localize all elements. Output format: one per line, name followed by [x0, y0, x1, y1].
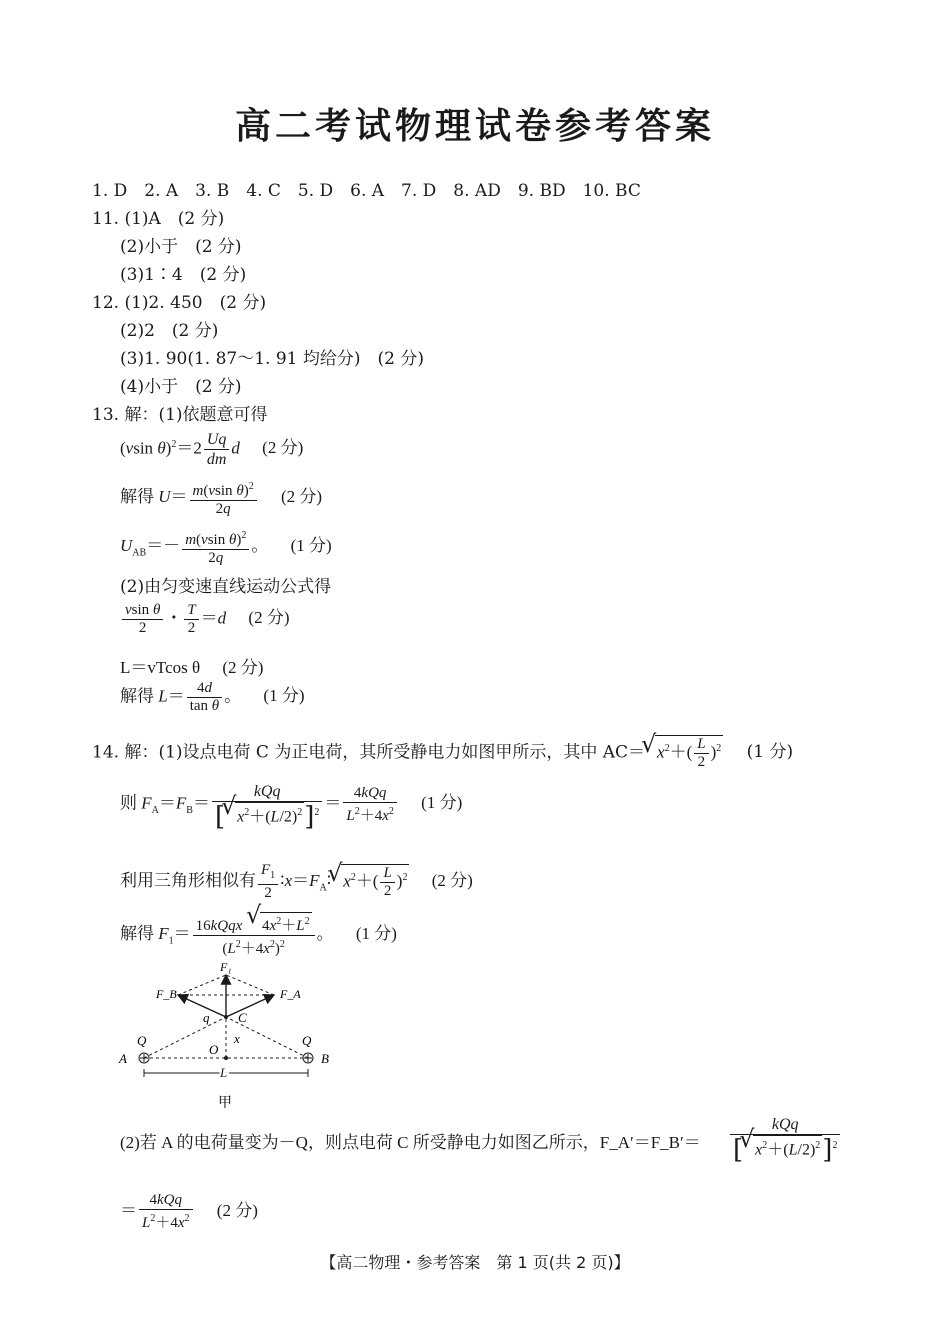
label-o: O [209, 1042, 219, 1057]
solve-label: 解得 [120, 923, 154, 943]
similar-triangles-label: 利用三角形相似有 [120, 870, 256, 890]
figure-caption: 甲 [218, 1096, 232, 1111]
q14-part2-result: ＝ $\frac{\text{4kQq}}{L^2+4x^2}$ (2 分) [120, 1192, 258, 1231]
label-qb: Q [302, 1033, 312, 1048]
q14-head-score: (1 分) [746, 742, 794, 763]
q14-equation-1: 则 $F_A=F_B=$ $\frac{\text{kQq}}{[√ x^2+(L/2)^2]^2}$ ＝ $\frac{\text{4kQq}}{L^2+4x^2}$ (1 分) [120, 782, 462, 827]
label-qa: Q [137, 1033, 147, 1048]
q13-head: 13. 解：(1)依题意可得 [92, 405, 268, 425]
q12-part1: 12. (1)2. 450 (2 分) [92, 293, 267, 313]
arrow-fb [178, 995, 226, 1017]
q11-part2: (2)小于 (2 分) [120, 237, 242, 257]
q14-equation-2: 利用三角形相似有 $\frac{F_1}{2}$ $∶x=F_A∶√$ $x^2+$( $\frac{L}{2}$ )$^2$ (2 分) [120, 862, 473, 902]
q14-part2-fraction: $\frac{\text{kQq}}{[√ x^2+(L/2)^2]^2}$ [728, 1115, 842, 1160]
q12-part4: (4)小于 (2 分) [120, 377, 242, 397]
label-x: x [234, 1031, 240, 1046]
line-fb-f1 [178, 975, 226, 995]
q13-equation-5 [120, 653, 263, 678]
q13-equation-6: 解得 L＝ $\frac{4d}{\text{tan θ}}$ 。 (1 分) [120, 680, 305, 714]
q13-equation-3: $U_{AB}=-$ $\frac{m(vsin \theta)^2}{2q}$ 。 (1 分) [120, 527, 332, 567]
q13-equation-4: $\frac{\text{vsin θ}}{2}$ ・ $\frac{T}{2}$ ＝d (2 分) [120, 602, 289, 637]
q14-head-text: 14. 解：(1)设点电荷 C 为正电荷，其所受静电力如图甲所示，其中 AC＝ [92, 742, 646, 763]
solve-label: 解得 [120, 686, 154, 706]
q13-eq3-score: (1 分) [290, 535, 332, 555]
page-title: 高二考试物理试卷参考答案 [234, 106, 715, 147]
then-label: 则 [120, 793, 137, 813]
answers-1-10: 1. D 2. A 3. B 4. C 5. D 6. A 7. D 8. AD 9. BD 10. BC [92, 181, 641, 201]
page-footer: 【高二物理・参考答案 第 1 页(共 2 页)】 [320, 1253, 630, 1272]
label-b: B [321, 1051, 329, 1066]
q12-part2: (2)2 (2 分) [120, 321, 219, 341]
q13-eq5-text: L＝vTcos θ [120, 658, 201, 677]
q14-part2-text: (2)若 A 的电荷量变为－Q，则点电荷 C 所受静电力如图乙所示，F_A′＝F_B′＝ [120, 1133, 701, 1152]
solve-label: 解得 [120, 486, 154, 506]
q13-equation-2: 解得 U＝ $\frac{m(vsin \theta)^2}{2q}$ (2 分) [120, 478, 322, 518]
q13-part2: (2)由匀变速直线运动公式得 [120, 577, 332, 597]
q11-part1: 11. (1)A (2 分) [92, 209, 225, 229]
point-o [224, 1056, 228, 1060]
q14-part2-score: (2 分) [216, 1200, 258, 1220]
q14-eq3-score: (1 分) [355, 923, 397, 943]
q13-equation-1: (vsin θ)$^2$＝2 $\frac{Uq}{dm}$ d (2 分) [120, 431, 304, 468]
q14-eq2-score: (2 分) [431, 870, 473, 890]
arrow-fa [226, 995, 274, 1017]
q13-eq5-score: (2 分) [222, 658, 264, 677]
label-c: C [238, 1010, 247, 1025]
q12-part3: (3)1. 90(1. 87～1. 91 均给分) (2 分) [120, 349, 424, 369]
label-fb: F_B [156, 987, 177, 1001]
q13-eq1-score: (2 分) [262, 438, 304, 458]
q13-eq6-score: (1 分) [263, 686, 305, 706]
q14-part2 [120, 1128, 701, 1153]
label-f1: F₁ [220, 960, 232, 974]
label-fa: F_A [280, 987, 301, 1001]
force-diagram-figure [110, 955, 340, 1115]
line-fa-f1 [226, 975, 274, 995]
q14-head: 14. 解：(1)设点电荷 C 为正电荷，其所受静电力如图甲所示，其中 AC＝√ $x^2+$( $\frac{L}{2}$ )$^2$ (1 分) [92, 735, 793, 771]
q13-eq4-score: (2 分) [248, 608, 290, 628]
label-l: L [220, 1065, 228, 1080]
label-a: A [119, 1051, 127, 1066]
q14-equation-3: 解得 $F_1=$ $\frac{16kQqx √ 4x^2+L^2}{(L^2+4x^2)^2}$ 。 (1 分) [120, 912, 397, 958]
point-c [224, 1015, 228, 1019]
q14-eq1-score: (1 分) [421, 793, 463, 813]
label-q: q [203, 1010, 210, 1025]
q13-eq2-score: (2 分) [280, 486, 323, 506]
q11-part3: (3)1∶4 (2 分) [120, 265, 247, 285]
